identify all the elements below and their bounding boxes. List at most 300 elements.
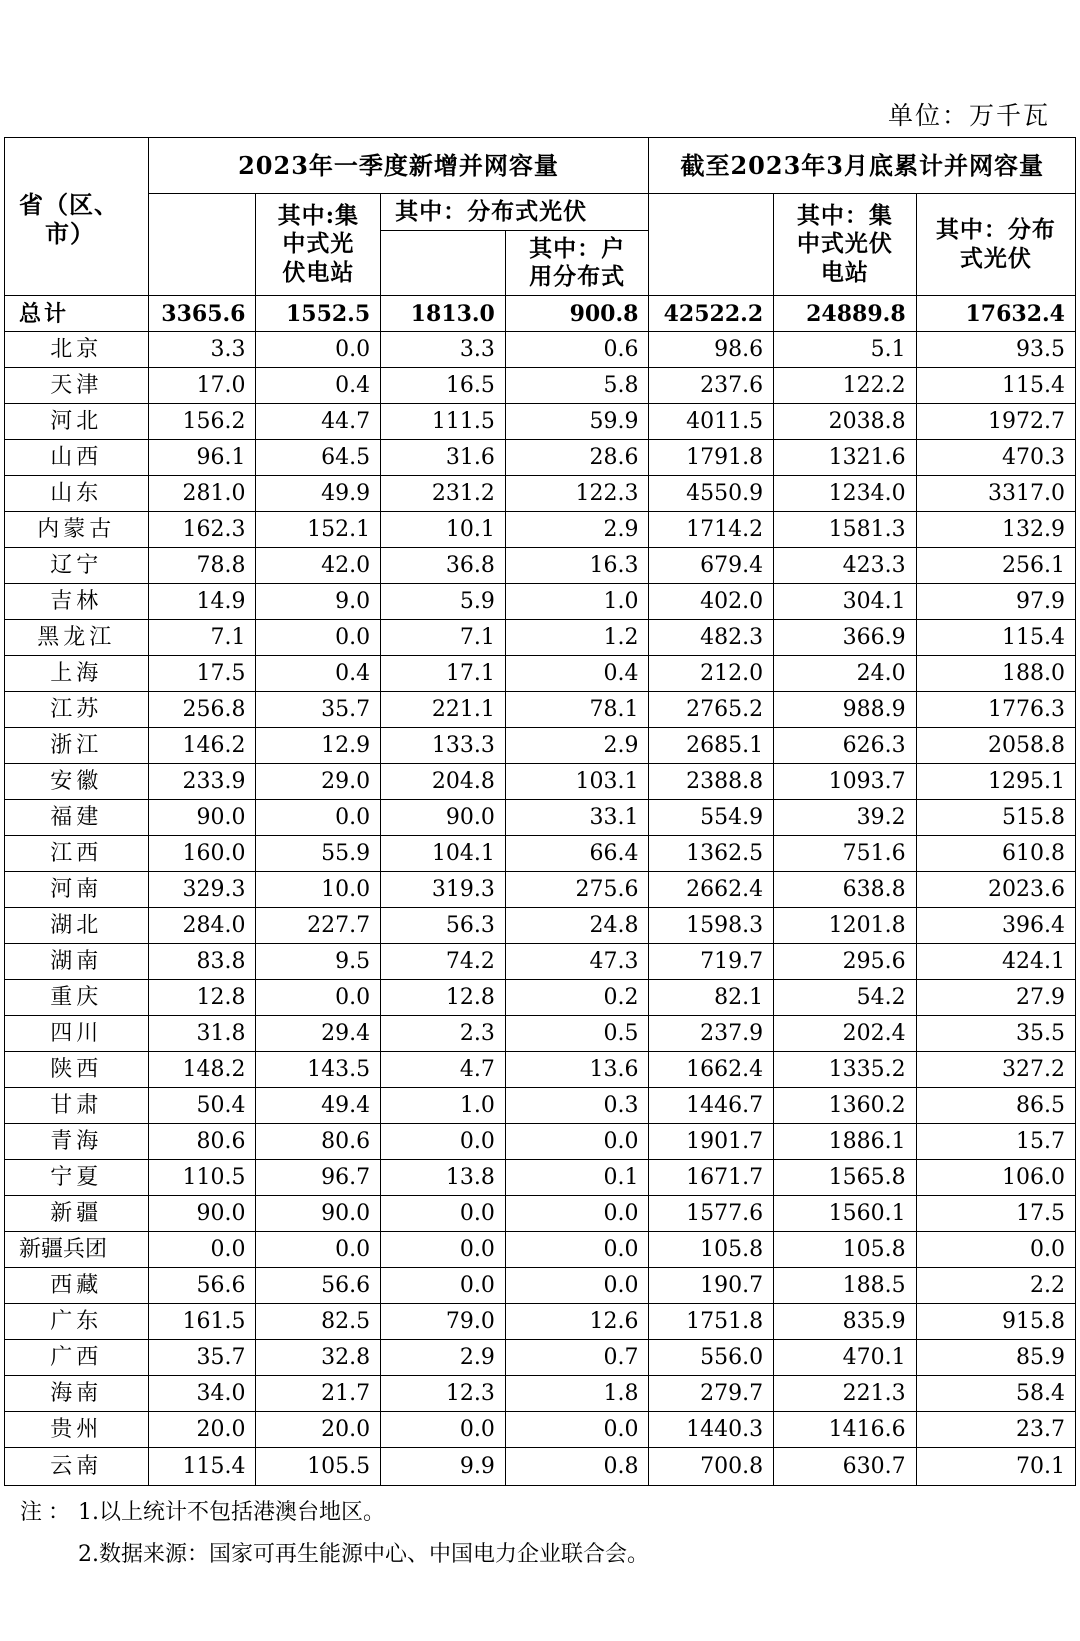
value-cell: 97.9 (916, 584, 1075, 620)
region-name: 浙江 (5, 728, 149, 764)
value-cell: 233.9 (148, 764, 256, 800)
value-cell: 1791.8 (649, 440, 774, 476)
value-cell: 0.0 (381, 1232, 506, 1268)
value-cell: 0.0 (148, 1232, 256, 1268)
value-cell: 70.1 (916, 1448, 1075, 1486)
region-header-line1: 省（区、 (19, 190, 119, 219)
value-cell: 10.0 (256, 872, 381, 908)
value-cell: 96.7 (256, 1160, 381, 1196)
region-name: 重庆 (5, 980, 149, 1016)
region-name: 山西 (5, 440, 149, 476)
region-name: 江西 (5, 836, 149, 872)
total-value: 42522.2 (649, 296, 774, 332)
value-cell: 1321.6 (774, 440, 917, 476)
value-cell: 0.0 (256, 800, 381, 836)
value-cell: 1360.2 (774, 1088, 917, 1124)
value-cell: 2058.8 (916, 728, 1075, 764)
cumulative-group-header: 截至2023年3月底累计并网容量 (649, 138, 1076, 194)
table-row (5, 1052, 1076, 1088)
q1-distributed-header: 其中：分布式光伏 (381, 194, 649, 231)
value-cell: 2765.2 (649, 692, 774, 728)
value-cell: 36.8 (381, 548, 506, 584)
region-name: 广东 (5, 1304, 149, 1340)
value-cell: 12.3 (381, 1376, 506, 1412)
value-cell: 0.0 (256, 620, 381, 656)
value-cell: 202.4 (774, 1016, 917, 1052)
total-value: 1813.0 (381, 296, 506, 332)
table-row (5, 440, 1076, 476)
value-cell: 49.9 (256, 476, 381, 512)
value-cell: 16.5 (381, 368, 506, 404)
region-name: 山东 (5, 476, 149, 512)
value-cell: 16.3 (505, 548, 649, 584)
region-name: 福建 (5, 800, 149, 836)
value-cell: 0.5 (505, 1016, 649, 1052)
value-cell: 366.9 (774, 620, 917, 656)
region-header (19, 191, 119, 249)
value-cell: 14.9 (148, 584, 256, 620)
value-cell: 1362.5 (649, 836, 774, 872)
value-cell: 1671.7 (649, 1160, 774, 1196)
region-name: 青海 (5, 1124, 149, 1160)
value-cell: 35.7 (148, 1340, 256, 1376)
value-cell: 630.7 (774, 1448, 917, 1486)
region-name: 新疆兵团 (5, 1232, 149, 1268)
value-cell: 1440.3 (649, 1412, 774, 1448)
note-line-2 (20, 1534, 649, 1576)
table-row (5, 908, 1076, 944)
value-cell: 146.2 (148, 728, 256, 764)
value-cell: 12.8 (148, 980, 256, 1016)
value-cell: 12.6 (505, 1304, 649, 1340)
value-cell: 329.3 (148, 872, 256, 908)
value-cell: 39.2 (774, 800, 917, 836)
region-name: 贵州 (5, 1412, 149, 1448)
value-cell: 5.1 (774, 332, 917, 368)
value-cell: 28.6 (505, 440, 649, 476)
value-cell: 0.1 (505, 1160, 649, 1196)
q1-total-header-empty (148, 194, 256, 296)
value-cell: 93.5 (916, 332, 1075, 368)
value-cell: 0.4 (256, 656, 381, 692)
value-cell: 0.7 (505, 1340, 649, 1376)
unit-label: 单位：万千瓦 (887, 101, 1050, 130)
value-cell: 626.3 (774, 728, 917, 764)
value-cell: 105.8 (774, 1232, 917, 1268)
table-row (5, 476, 1076, 512)
table-row (5, 872, 1076, 908)
value-cell: 103.1 (505, 764, 649, 800)
value-cell: 31.8 (148, 1016, 256, 1052)
value-cell: 148.2 (148, 1052, 256, 1088)
value-cell: 423.3 (774, 548, 917, 584)
value-cell: 133.3 (381, 728, 506, 764)
value-cell: 64.5 (256, 440, 381, 476)
note-text-1: 1.以上统计不包括港澳台地区。 (78, 1500, 385, 1525)
value-cell: 9.9 (381, 1448, 506, 1486)
table-row (5, 1448, 1076, 1486)
value-cell: 0.8 (505, 1448, 649, 1486)
total-value: 900.8 (505, 296, 649, 332)
value-cell: 0.0 (505, 1124, 649, 1160)
value-cell: 106.0 (916, 1160, 1075, 1196)
value-cell: 1972.7 (916, 404, 1075, 440)
value-cell: 256.8 (148, 692, 256, 728)
value-cell: 279.7 (649, 1376, 774, 1412)
value-cell: 17.0 (148, 368, 256, 404)
value-cell: 24.8 (505, 908, 649, 944)
table-header (5, 138, 1076, 296)
q1-household-header: 其中：户用分布式 (505, 231, 649, 296)
value-cell: 50.4 (148, 1088, 256, 1124)
value-cell: 231.2 (381, 476, 506, 512)
value-cell: 204.8 (381, 764, 506, 800)
value-cell: 638.8 (774, 872, 917, 908)
value-cell: 1581.3 (774, 512, 917, 548)
table-row (5, 1196, 1076, 1232)
value-cell: 1751.8 (649, 1304, 774, 1340)
value-cell: 78.8 (148, 548, 256, 584)
value-cell: 44.7 (256, 404, 381, 440)
value-cell: 74.2 (381, 944, 506, 980)
value-cell: 4011.5 (649, 404, 774, 440)
value-cell: 190.7 (649, 1268, 774, 1304)
region-name: 宁夏 (5, 1160, 149, 1196)
value-cell: 0.0 (505, 1268, 649, 1304)
value-cell: 188.0 (916, 656, 1075, 692)
value-cell: 327.2 (916, 1052, 1075, 1088)
value-cell: 2662.4 (649, 872, 774, 908)
value-cell: 295.6 (774, 944, 917, 980)
value-cell: 12.8 (381, 980, 506, 1016)
value-cell: 5.8 (505, 368, 649, 404)
value-cell: 2038.8 (774, 404, 917, 440)
value-cell: 161.5 (148, 1304, 256, 1340)
value-cell: 0.0 (256, 332, 381, 368)
value-cell: 105.5 (256, 1448, 381, 1486)
cum-distributed-header: 其中：分布式光伏 (916, 194, 1075, 296)
value-cell: 1560.1 (774, 1196, 917, 1232)
value-cell: 554.9 (649, 800, 774, 836)
value-cell: 54.2 (774, 980, 917, 1016)
value-cell: 143.5 (256, 1052, 381, 1088)
value-cell: 4550.9 (649, 476, 774, 512)
q1-group-header: 2023年一季度新增并网容量 (148, 138, 649, 194)
value-cell: 12.9 (256, 728, 381, 764)
table-row (5, 692, 1076, 728)
value-cell: 188.5 (774, 1268, 917, 1304)
value-cell: 23.7 (916, 1412, 1075, 1448)
value-cell: 15.7 (916, 1124, 1075, 1160)
value-cell: 482.3 (649, 620, 774, 656)
value-cell: 29.0 (256, 764, 381, 800)
value-cell: 156.2 (148, 404, 256, 440)
table-row (5, 1304, 1076, 1340)
value-cell: 424.1 (916, 944, 1075, 980)
value-cell: 29.4 (256, 1016, 381, 1052)
region-name: 海南 (5, 1376, 149, 1412)
value-cell: 610.8 (916, 836, 1075, 872)
value-cell: 122.2 (774, 368, 917, 404)
table-row (5, 1232, 1076, 1268)
table-body (5, 296, 1076, 1486)
value-cell: 2.2 (916, 1268, 1075, 1304)
value-cell: 1.2 (505, 620, 649, 656)
region-name: 辽宁 (5, 548, 149, 584)
value-cell: 0.0 (256, 980, 381, 1016)
value-cell: 80.6 (148, 1124, 256, 1160)
value-cell: 835.9 (774, 1304, 917, 1340)
q1-centralized-header: 其中:集中式光伏电站 (256, 194, 381, 296)
value-cell: 751.6 (774, 836, 917, 872)
region-name: 湖南 (5, 944, 149, 980)
value-cell: 66.4 (505, 836, 649, 872)
value-cell: 83.8 (148, 944, 256, 980)
q1-distributed-total-empty (381, 231, 506, 296)
value-cell: 104.1 (381, 836, 506, 872)
value-cell: 0.0 (505, 1412, 649, 1448)
value-cell: 2.9 (505, 512, 649, 548)
value-cell: 319.3 (381, 872, 506, 908)
value-cell: 90.0 (148, 800, 256, 836)
value-cell: 1446.7 (649, 1088, 774, 1124)
value-cell: 3317.0 (916, 476, 1075, 512)
value-cell: 0.0 (505, 1196, 649, 1232)
value-cell: 160.0 (148, 836, 256, 872)
value-cell: 90.0 (381, 800, 506, 836)
value-cell: 1201.8 (774, 908, 917, 944)
note-text-2: 2.数据来源：国家可再生能源中心、中国电力企业联合会。 (78, 1542, 649, 1567)
region-name: 四川 (5, 1016, 149, 1052)
table-row (5, 1340, 1076, 1376)
value-cell: 56.3 (381, 908, 506, 944)
value-cell: 122.3 (505, 476, 649, 512)
value-cell: 1234.0 (774, 476, 917, 512)
value-cell: 55.9 (256, 836, 381, 872)
value-cell: 3.3 (381, 332, 506, 368)
value-cell: 35.5 (916, 1016, 1075, 1052)
value-cell: 1295.1 (916, 764, 1075, 800)
value-cell: 115.4 (916, 620, 1075, 656)
value-cell: 9.5 (256, 944, 381, 980)
value-cell: 162.3 (148, 512, 256, 548)
value-cell: 82.5 (256, 1304, 381, 1340)
value-cell: 1901.7 (649, 1124, 774, 1160)
table-row (5, 584, 1076, 620)
value-cell: 85.9 (916, 1340, 1075, 1376)
value-cell: 1662.4 (649, 1052, 774, 1088)
table-row (5, 404, 1076, 440)
value-cell: 58.4 (916, 1376, 1075, 1412)
value-cell: 3.3 (148, 332, 256, 368)
value-cell: 24.0 (774, 656, 917, 692)
region-header-line2: 市） (45, 218, 95, 248)
value-cell: 256.1 (916, 548, 1075, 584)
value-cell: 284.0 (148, 908, 256, 944)
value-cell: 2.9 (505, 728, 649, 764)
note-prefix: 注： (20, 1500, 77, 1525)
value-cell: 0.0 (381, 1124, 506, 1160)
region-name: 西藏 (5, 1268, 149, 1304)
value-cell: 281.0 (148, 476, 256, 512)
value-cell: 20.0 (256, 1412, 381, 1448)
total-value: 17632.4 (916, 296, 1075, 332)
value-cell: 21.7 (256, 1376, 381, 1412)
value-cell: 402.0 (649, 584, 774, 620)
value-cell: 115.4 (916, 368, 1075, 404)
total-row (5, 296, 1076, 332)
value-cell: 90.0 (256, 1196, 381, 1232)
value-cell: 275.6 (505, 872, 649, 908)
value-cell: 1565.8 (774, 1160, 917, 1196)
region-name: 安徽 (5, 764, 149, 800)
value-cell: 31.6 (381, 440, 506, 476)
value-cell: 0.0 (256, 1232, 381, 1268)
region-name: 湖北 (5, 908, 149, 944)
value-cell: 515.8 (916, 800, 1075, 836)
region-name: 河南 (5, 872, 149, 908)
value-cell: 110.5 (148, 1160, 256, 1196)
note-line-1 (20, 1492, 649, 1534)
table-row (5, 368, 1076, 404)
value-cell: 4.7 (381, 1052, 506, 1088)
value-cell: 237.9 (649, 1016, 774, 1052)
value-cell: 80.6 (256, 1124, 381, 1160)
table-row (5, 512, 1076, 548)
notes (20, 1492, 649, 1576)
region-name: 甘肃 (5, 1088, 149, 1124)
cum-total-header-empty (649, 194, 774, 296)
value-cell: 0.0 (505, 1232, 649, 1268)
table-row (5, 836, 1076, 872)
region-name: 河北 (5, 404, 149, 440)
table-row (5, 1412, 1076, 1448)
value-cell: 59.9 (505, 404, 649, 440)
value-cell: 111.5 (381, 404, 506, 440)
value-cell: 470.1 (774, 1340, 917, 1376)
value-cell: 988.9 (774, 692, 917, 728)
value-cell: 47.3 (505, 944, 649, 980)
value-cell: 2.3 (381, 1016, 506, 1052)
value-cell: 700.8 (649, 1448, 774, 1486)
table-row (5, 944, 1076, 980)
value-cell: 1.8 (505, 1376, 649, 1412)
table-row (5, 548, 1076, 584)
value-cell: 5.9 (381, 584, 506, 620)
table-row (5, 1160, 1076, 1196)
region-name: 黑龙江 (5, 620, 149, 656)
value-cell: 1.0 (505, 584, 649, 620)
value-cell: 32.8 (256, 1340, 381, 1376)
value-cell: 152.1 (256, 512, 381, 548)
table-row (5, 620, 1076, 656)
value-cell: 0.0 (381, 1268, 506, 1304)
value-cell: 27.9 (916, 980, 1075, 1016)
value-cell: 0.2 (505, 980, 649, 1016)
table-row (5, 1124, 1076, 1160)
value-cell: 2023.6 (916, 872, 1075, 908)
value-cell: 86.5 (916, 1088, 1075, 1124)
value-cell: 1.0 (381, 1088, 506, 1124)
table-row (5, 656, 1076, 692)
value-cell: 679.4 (649, 548, 774, 584)
value-cell: 34.0 (148, 1376, 256, 1412)
value-cell: 719.7 (649, 944, 774, 980)
capacity-table (4, 137, 1076, 1486)
total-label: 总计 (5, 296, 149, 332)
value-cell: 0.0 (381, 1412, 506, 1448)
region-name: 天津 (5, 368, 149, 404)
value-cell: 221.1 (381, 692, 506, 728)
value-cell: 115.4 (148, 1448, 256, 1486)
value-cell: 20.0 (148, 1412, 256, 1448)
region-name: 上海 (5, 656, 149, 692)
value-cell: 470.3 (916, 440, 1075, 476)
value-cell: 0.0 (381, 1196, 506, 1232)
table-row (5, 980, 1076, 1016)
region-name: 江苏 (5, 692, 149, 728)
value-cell: 49.4 (256, 1088, 381, 1124)
value-cell: 13.8 (381, 1160, 506, 1196)
table-row (5, 1016, 1076, 1052)
value-cell: 33.1 (505, 800, 649, 836)
value-cell: 7.1 (148, 620, 256, 656)
table-row (5, 800, 1076, 836)
value-cell: 78.1 (505, 692, 649, 728)
value-cell: 237.6 (649, 368, 774, 404)
region-name: 吉林 (5, 584, 149, 620)
value-cell: 221.3 (774, 1376, 917, 1412)
region-name: 新疆 (5, 1196, 149, 1232)
table-row (5, 332, 1076, 368)
value-cell: 1714.2 (649, 512, 774, 548)
region-name: 广西 (5, 1340, 149, 1376)
value-cell: 1886.1 (774, 1124, 917, 1160)
value-cell: 2388.8 (649, 764, 774, 800)
table-row (5, 728, 1076, 764)
value-cell: 9.0 (256, 584, 381, 620)
region-name: 内蒙古 (5, 512, 149, 548)
value-cell: 105.8 (649, 1232, 774, 1268)
value-cell: 0.0 (916, 1232, 1075, 1268)
region-header-cell (5, 138, 149, 296)
value-cell: 98.6 (649, 332, 774, 368)
value-cell: 0.4 (505, 656, 649, 692)
value-cell: 1577.6 (649, 1196, 774, 1232)
value-cell: 556.0 (649, 1340, 774, 1376)
table-row (5, 1268, 1076, 1304)
table-row (5, 764, 1076, 800)
value-cell: 13.6 (505, 1052, 649, 1088)
value-cell: 2.9 (381, 1340, 506, 1376)
region-name: 陕西 (5, 1052, 149, 1088)
value-cell: 42.0 (256, 548, 381, 584)
table-row (5, 1088, 1076, 1124)
value-cell: 1416.6 (774, 1412, 917, 1448)
value-cell: 0.3 (505, 1088, 649, 1124)
value-cell: 304.1 (774, 584, 917, 620)
value-cell: 212.0 (649, 656, 774, 692)
value-cell: 10.1 (381, 512, 506, 548)
value-cell: 90.0 (148, 1196, 256, 1232)
value-cell: 915.8 (916, 1304, 1075, 1340)
value-cell: 2685.1 (649, 728, 774, 764)
value-cell: 82.1 (649, 980, 774, 1016)
value-cell: 1776.3 (916, 692, 1075, 728)
value-cell: 1598.3 (649, 908, 774, 944)
region-name: 北京 (5, 332, 149, 368)
value-cell: 17.5 (148, 656, 256, 692)
